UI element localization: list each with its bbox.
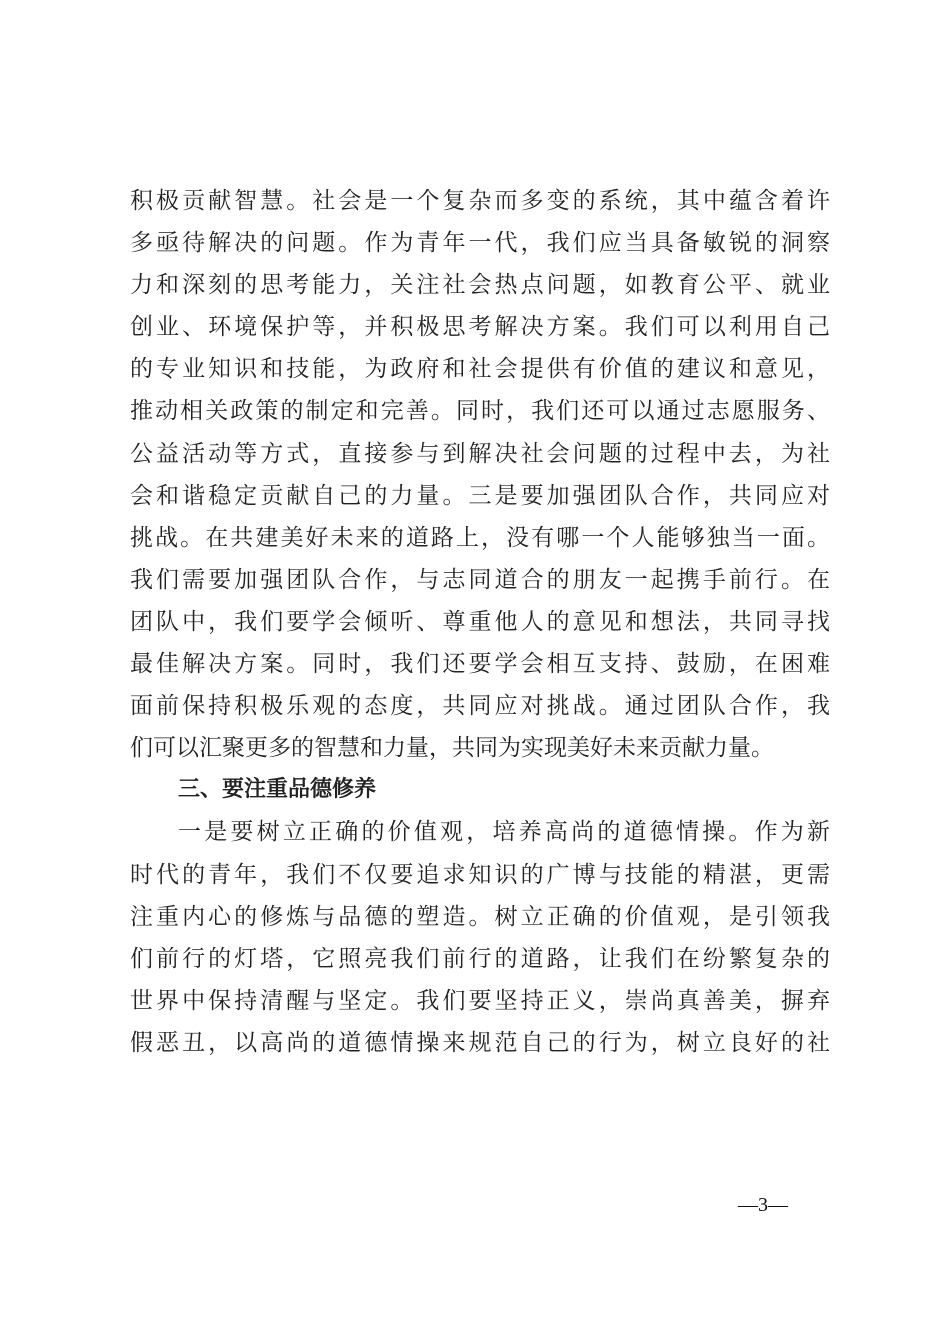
text-line: 挑战。在共建美好未来的道路上，没有哪一个人能够独当一面。 [130,524,830,551]
text-line: 团队中，我们要学会倾听、尊重他人的意见和想法，共同寻找 [130,608,830,635]
text-line: 们前行的灯塔，它照亮我们前行的道路，让我们在纷繁复杂的 [130,945,830,972]
text-line: 一是要树立正确的价值观，培养高尚的道德情操。作为新 [178,819,830,846]
text-line: 注重内心的修炼与品德的塑造。树立正确的价值观，是引领我 [130,903,830,930]
text-line: 公益活动等方式，直接参与到解决社会问题的过程中去，为社 [130,440,830,467]
text-line: 们可以汇聚更多的智慧和力量，共同为实现美好未来贡献力量。 [130,735,774,762]
text-line: 时代的青年，我们不仅要追求知识的广博与技能的精湛，更需 [130,861,830,888]
text-line: 假恶丑，以高尚的道德情操来规范自己的行为，树立良好的社 [130,1029,830,1056]
page-number: —3— [738,1194,788,1216]
body-text [130,180,830,1064]
section-heading: 三、要注重品德修养 [178,777,377,803]
text-line: 创业、环境保护等，并积极思考解决方案。我们可以利用自己 [130,314,830,341]
text-line: 的专业知识和技能，为政府和社会提供有价值的建议和意见， [130,356,830,383]
text-line: 多亟待解决的问题。作为青年一代，我们应当具备敏锐的洞察 [130,230,830,257]
text-line: 世界中保持清醒与坚定。我们要坚持正义，崇尚真善美，摒弃 [130,987,830,1014]
text-line: 力和深刻的思考能力，关注社会热点问题，如教育公平、就业 [130,272,830,299]
text-line: 最佳解决方案。同时，我们还要学会相互支持、鼓励，在困难 [130,651,830,678]
text-line: 面前保持积极乐观的态度，共同应对挑战。通过团队合作，我 [130,693,830,720]
text-line: 推动相关政策的制定和完善。同时，我们还可以通过志愿服务、 [130,398,830,425]
text-line: 我们需要加强团队合作，与志同道合的朋友一起携手前行。在 [130,566,830,593]
text-line: 积极贡献智慧。社会是一个复杂而多变的系统，其中蕴含着许 [130,188,830,214]
text-line: 会和谐稳定贡献自己的力量。三是要加强团队合作，共同应对 [130,482,830,509]
